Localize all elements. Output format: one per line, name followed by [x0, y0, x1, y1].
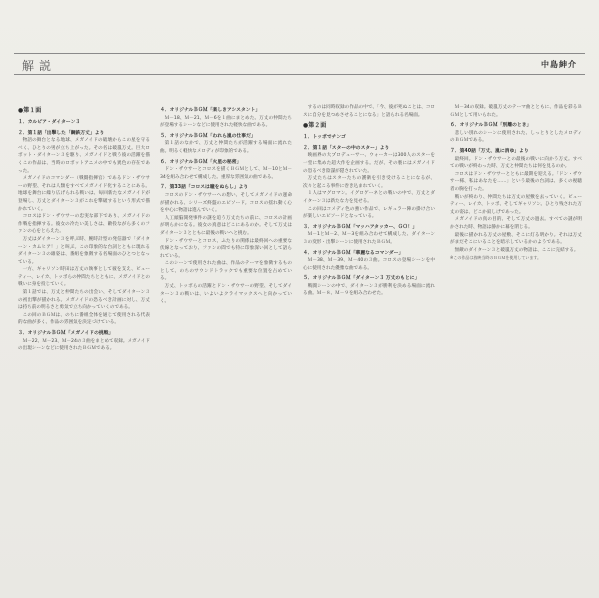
track-heading: ２．第１話「スターの中のスター」より	[303, 145, 390, 151]
track-heading: ６．オリジナルＢＧＭ「別離のとき」	[450, 123, 532, 129]
body-paragraph: ドン・ザウサーとコロスを描くＢＧＭとして、Ｍ－10とＭ－34を組み合わせて構成した。重厚な雰囲気の曲である。	[160, 167, 292, 180]
body-paragraph: ドン・ザウサーとコロス、ふたりの関係は最終回への重要な伏線となっており、ファンの間でも特に印象深い回として語られている。	[160, 238, 292, 259]
body-paragraph: 第１話では、万丈と仲間たちの出会い、そしてダイターン３の初出撃が描かれる。メガノイドの恐るべき計画に対し、万丈は持ち前の明るさと勇気で立ち向かっていくのである。	[18, 290, 150, 311]
body-paragraph: このシーンで使用された曲は、作品のテーマを象徴するものとして、のちのサウンドトラックでも重要な位置を占めている。	[160, 261, 292, 282]
body-paragraph: 最後に描かれる万丈の屋敷、そこに灯る明かり。それは万丈がまだそこにいることを暗示しているかのようである。	[450, 232, 582, 246]
track-heading: ６．オリジナルＢＧＭ「火星の秘密」	[160, 159, 242, 165]
track-heading: １．カルピア・ダイターン３	[18, 120, 81, 125]
section-heading: ●第１面	[18, 107, 42, 114]
body-paragraph: 悲しい別れのシーンに使用された、しっとりとしたメロディのＢＧＭである。	[450, 130, 582, 144]
text-column-4	[450, 104, 582, 574]
body-paragraph: 万丈、トッポらの活躍とドン・ザウサーの野望、そしてダイターン３の戦いは、いよいよクライマックスへと向かっていく。	[160, 284, 292, 305]
body-paragraph: メガノイドの真の目的、そして万丈の過去。すべての謎が明かされた時、物語は静かに幕を閉じる。	[450, 217, 582, 230]
track-heading: １．トッポでチンゴ	[303, 135, 346, 141]
track-heading: ４．オリジナルＢＧＭ「華麗なるコマンダー」	[303, 250, 404, 256]
body-paragraph: 万丈はダイターン３を呼ぶ時、腕時計型の発信器で「ダイターン・カムヒア！」と叫ぶ。この印象的な台詞とともに現れるダイターン３の雄姿は、番組を象徴する名場面のひとつとなっている。	[18, 236, 150, 265]
body-paragraph: この回のＢＧＭは、のちに番組全体を通じて使用される代表的な曲が多く、作品の雰囲気を決定づけている。	[18, 312, 150, 326]
track-heading: ２．第１話「出撃した「鋼鉄万丈」より	[18, 130, 105, 136]
header-bar	[14, 53, 585, 75]
body-paragraph: コロスはドン・ザウサーとともに最期を迎える。「ドン・ザウサー様、私はあなたを……」という最後の台詞は、多くの視聴者の胸を打った。	[450, 171, 582, 192]
body-paragraph: Ｍ－1とＭ－2、Ｍ－3を組み合わせて構成した、ダイターン３の変形・出撃シーンに使用されたＢＧＭ。	[303, 232, 435, 245]
body-paragraph: この回はコメディ色の強い作品で、レギュラー陣の掛け合いが楽しいエピソードとなっている。	[303, 206, 435, 220]
body-paragraph: するのは同時収録の作品の中で、「今、彼が死ぬことは、コロスに自分を見つめさせることになる」と語られる名場面。	[303, 105, 435, 118]
footnote: ※この作品は放映当時のＢＧＭを使用しています。	[450, 255, 542, 261]
body-paragraph: Ｍ－18、Ｍ－21、Ｍ－6を１曲にまとめた。万丈の仲間たちが登場するシーンなどに使用された軽快な曲である。	[160, 115, 292, 129]
body-paragraph: コロスはドン・ザウサーの忠実な部下であり、メガノイドの作戦を指揮する。彼女の冷たい美しさは、敵役ながら多くのファンの心をとらえた。	[18, 214, 150, 235]
body-paragraph: 万丈たちはスターたちの護衛を引き受けることになるが、次々と起こる事件に巻き込まれていく。	[303, 176, 435, 189]
page-title: 解説	[22, 59, 57, 73]
body-paragraph: 一方、ギャリソン時田は万丈の執事として彼を支え、ビューティー、レイカ、トッポらの仲間たちとともに、メガノイドとの戦いに身を投じていく。	[18, 267, 150, 288]
track-heading: ３．オリジナルＢＧＭ「マッハアタッカー、ＧＯ！」	[303, 224, 418, 230]
track-heading: ７．第33話「コロスは瞳をぬらし」より	[160, 185, 249, 191]
track-heading: ４．オリジナルＢＧＭ「楽しきアシスタント」	[160, 108, 261, 113]
author-name: 中島紳介	[541, 60, 577, 69]
body-paragraph: Ｍ－38、Ｍ－39、Ｍ－40の３曲。コロスの登場シーンを中心に使用された優雅な曲である。	[303, 258, 435, 271]
body-paragraph: 物語の舞台となる地球、メガノイドの破壊からこの星を守るべく、ひとりの男が立ち上がった。その名は破嵐万丈。巨大ロボット・ダイターン３を駆り、メガノイドと戦う彼の活躍を描くこの作品は、当時のロボットアニメの中でも異色の存在であった。	[18, 138, 150, 174]
body-paragraph: 映画界の大プロデューサー、ウォーカーは300人のスターを一堂に集めた超大作を企画する。だが、その裏にはメガノイドの恐るべき陰謀が隠されていた。	[303, 153, 435, 174]
body-paragraph: Ｍ－22、Ｍ－23、Ｍ－24の３曲をまとめて収録。メガノイドの出現シーンなどに使用されたＢＧＭである。	[18, 338, 150, 352]
body-paragraph: Ｍ－34の収録。破嵐万丈のテーマ曲とともに、作品を彩るＢＧＭとして用いられた。	[450, 105, 582, 118]
track-heading: ５．オリジナルＢＧＭ「われら嵐の仕事だ」	[160, 133, 256, 139]
text-column-2	[160, 104, 292, 574]
text-column-1	[18, 104, 150, 574]
track-heading: ３．オリジナルＢＧＭ「メガノイドの挑戦」	[18, 331, 114, 337]
body-paragraph: 戦いが終わり、仲間たちは万丈の屋敷を去っていく。ビューティー、レイカ、トッポ、そしてギャリソン。ひとり残された万丈の姿は、どこか寂しげであった。	[450, 194, 582, 215]
body-paragraph: 第１話のなかで、万丈と仲間たちが活躍する場面に流れた曲。明るく軽快なメロディが印象的である。	[160, 141, 292, 154]
track-heading: ７．第40話「万丈、嵐に消ゆ」より	[450, 148, 529, 154]
body-paragraph: 無敵のダイターン３と破嵐万丈の物語は、ここに完結する。	[454, 247, 579, 253]
body-paragraph: 最終回。ドン・ザウサーとの最後の戦いに向かう万丈。すべての戦いが終わった時、万丈と仲間たちは何を見るのか。	[450, 156, 582, 170]
body-paragraph: 人工頭脳開発事件の謎を追う万丈たちの前に、コロスの計画が明らかになる。彼女の真意はどこにあるのか。そして万丈はダイターン３とともに最後の戦いへと挑む。	[160, 215, 292, 236]
body-paragraph: １人はマグロマン。イグロゲーネとの戦いの中で、万丈とダイターン３は新たな力を見せる。	[303, 191, 435, 204]
section-heading: ●第２面	[303, 122, 327, 130]
body-paragraph: メガノイドのコマンダー（戦闘指揮官）であるドン・ザウサーの野望、それは人類をすべてメガノイド化することにある。地球を舞台に繰り広げられる戦いは、毎回新たなメガノイドが登場し、万丈とダイターン３がこれを撃破するという形式で描かれていく。	[18, 176, 150, 212]
body-paragraph: コロスのドン・ザウサーへの想い、そしてメガノイドの運命が描かれる、シリーズ終盤のエピソード。コロスの揺れ動く心を中心に物語は進んでいく。	[160, 192, 292, 214]
text-column-3	[303, 104, 435, 574]
track-heading: ５．オリジナルＢＧＭ「ダイターン３ 万丈のもとに」	[303, 276, 420, 282]
body-paragraph: 戦闘シーンの中で、ダイターン３が勝利を決める場面に流れる曲。Ｍ－８、Ｍ－９を組み合わせた。	[303, 283, 435, 297]
